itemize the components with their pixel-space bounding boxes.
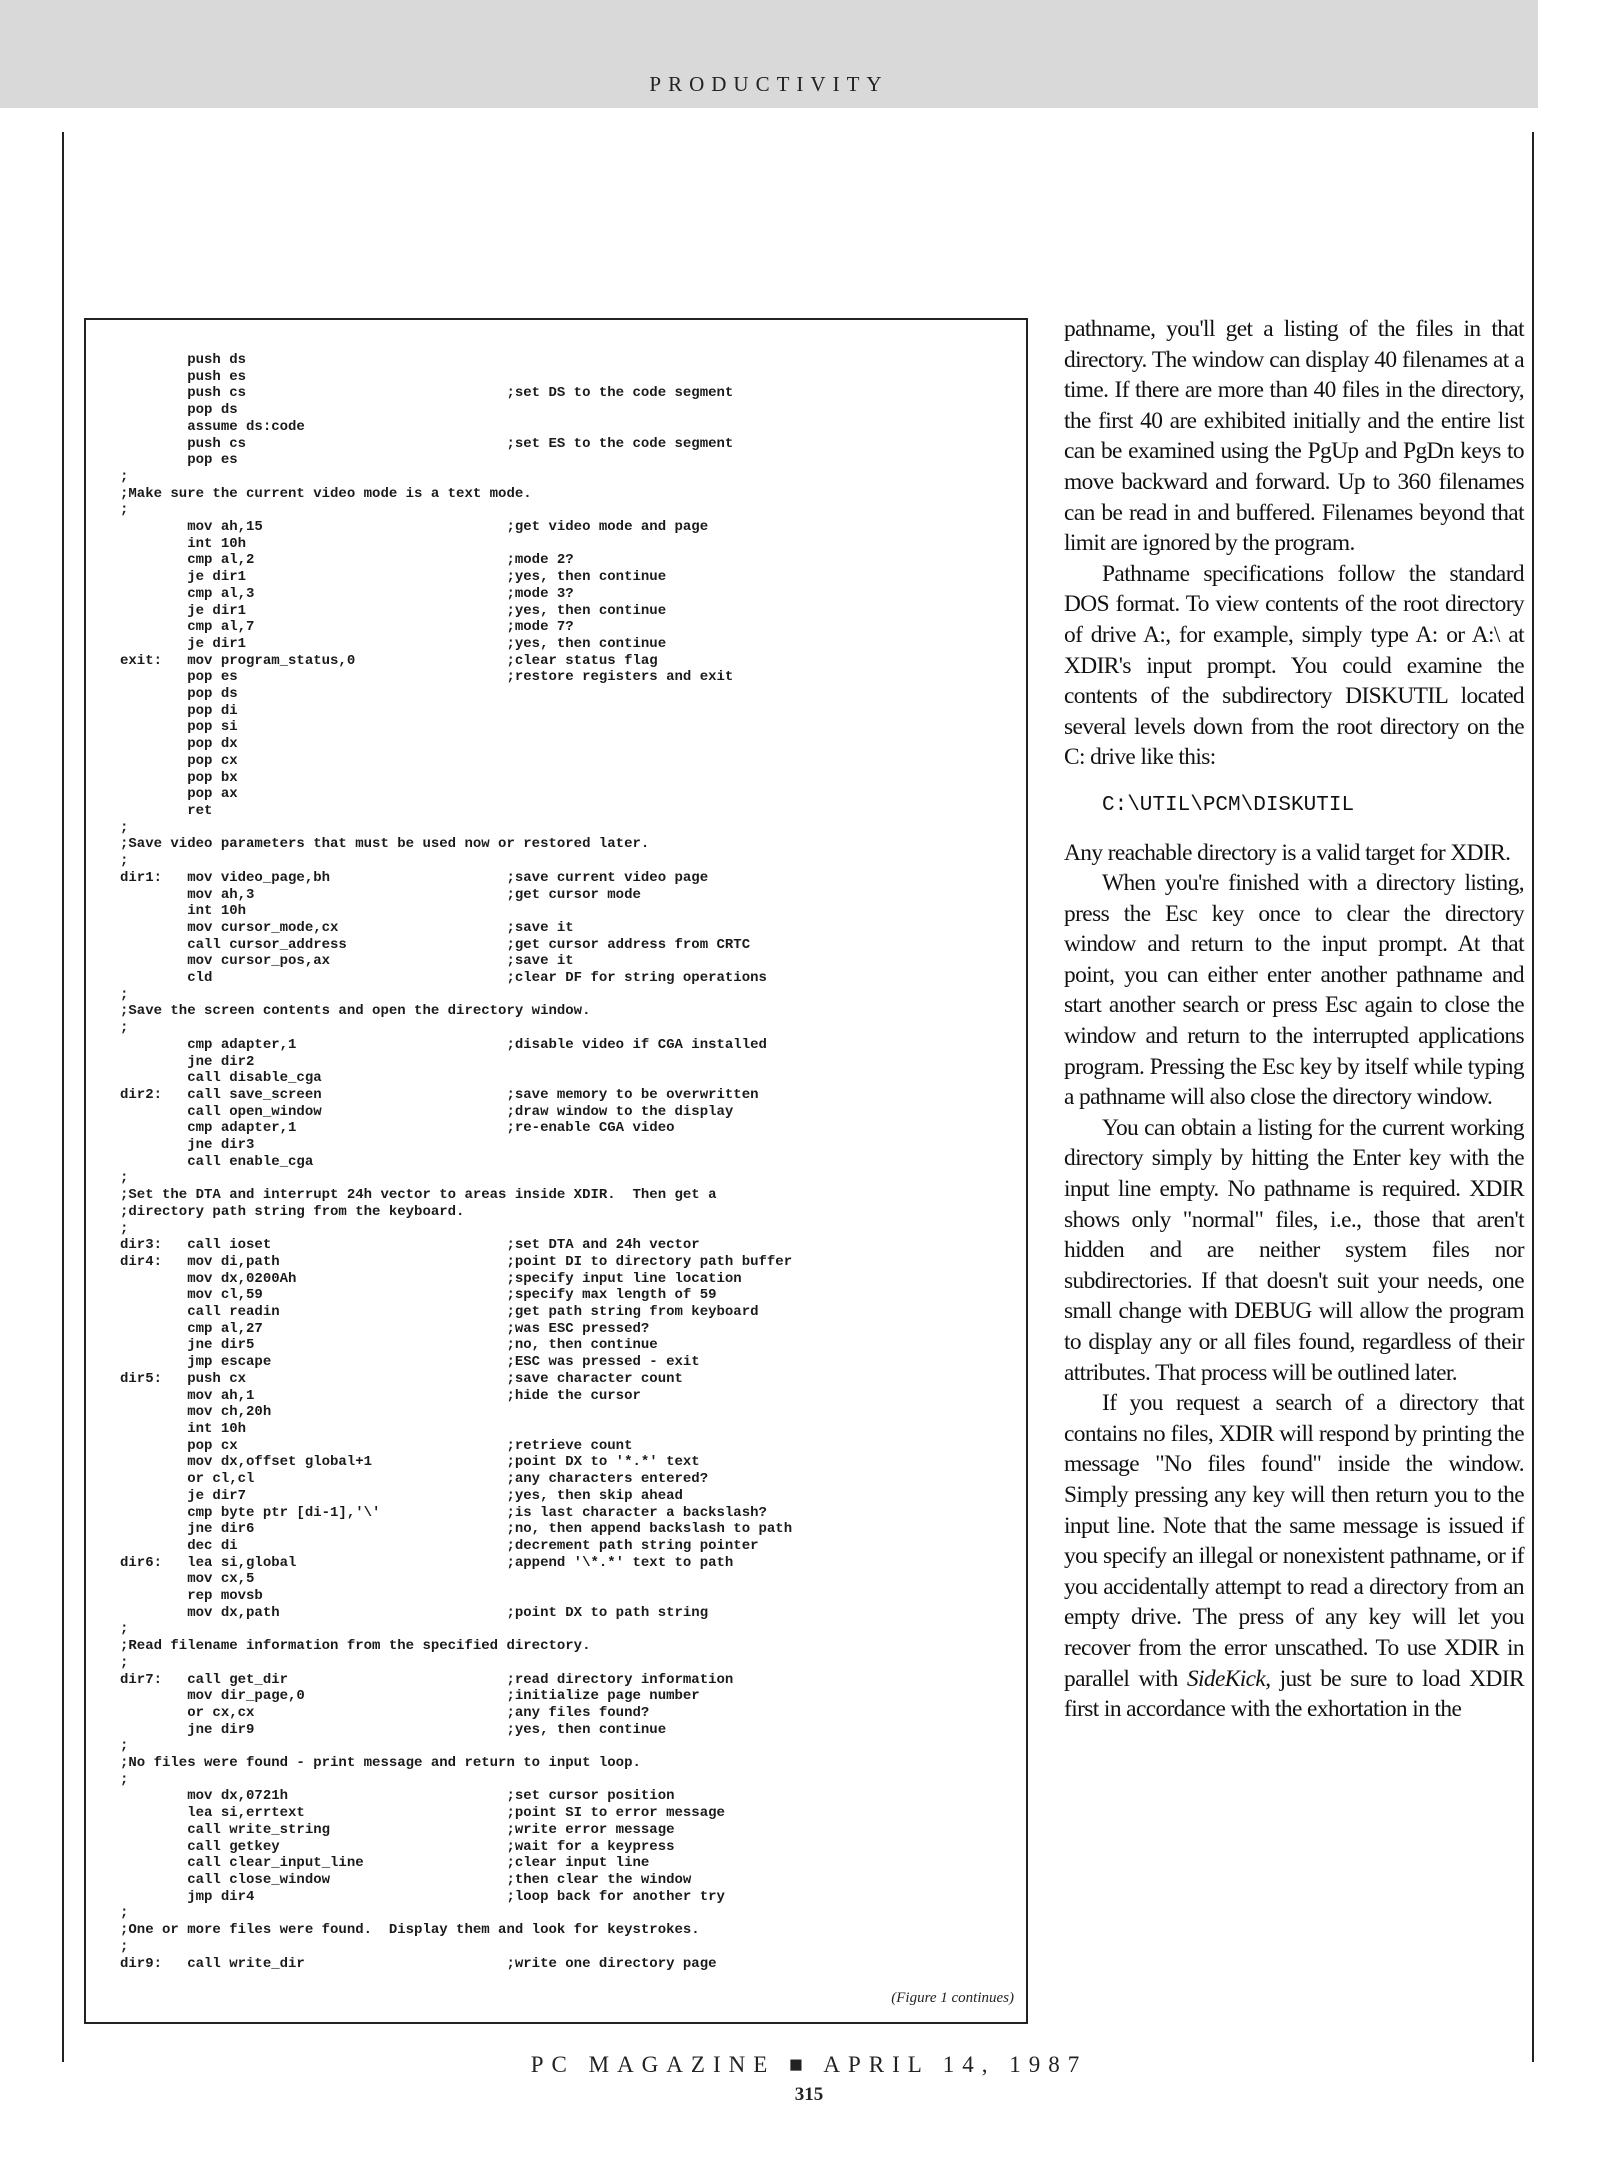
code-line: dir3: call ioset ;set DTA and 24h vector [120, 1237, 700, 1254]
code-line: lea si,errtext ;point SI to error message [120, 1805, 725, 1822]
code-line: pop es ;restore registers and exit [120, 669, 734, 686]
code-line: ; [120, 1738, 129, 1755]
code-line: pop si [120, 719, 238, 736]
code-line: pop es [120, 452, 238, 469]
code-line: ; [120, 986, 129, 1003]
code-line: dir9: call write_dir ;write one directory page [120, 1955, 717, 1972]
code-line: mov cursor_pos,ax ;save it [120, 953, 574, 970]
paragraph-6-text: If you request a search of a directory that contains no files, XDIR will respond by printing the message "No files found" inside the window. Simply pressing any key will then return you to the input line. Note that the same message is issued if you specify an illegal or nonexistent pathname, or if you accidentally attempt to read a directory from an empty drive. The press of any key will let you recover from the error unscathed. To use XDIR in parallel with [1064, 1390, 1524, 1692]
paragraph-6-end: , just be sure to load XDIR first in accordance with the exhortation in the [1064, 1665, 1525, 1723]
code-line: dir5: push cx ;save character count [120, 1370, 683, 1387]
paragraph-2: Pathname specifications follow the standard DOS format. To view contents of the root directory of drive A:, for example, simply type A: or A:\ at XDIR's input prompt. You could examine the contents of the subdirectory DISKUTIL located several levels down from the root directory on the C: drive like this: [1064, 560, 1524, 771]
figure-caption: (Figure 1 continues) [891, 1990, 1014, 2006]
code-line: ;Set the DTA and interrupt 24h vector to areas inside XDIR. Then get a [120, 1187, 717, 1204]
code-line: ; [120, 1220, 129, 1237]
code-line: ;One or more files were found. Display them and look for keystrokes. [120, 1922, 700, 1939]
code-line: mov ch,20h [120, 1404, 272, 1421]
code-line: mov cursor_mode,cx ;save it [120, 919, 574, 936]
code-line: ; [120, 1020, 129, 1037]
paragraph-4: When you're finished with a directory listing, press the Esc key once to clear the directory window and return to the input prompt. At that point, you can either enter another pathname and start another search or press Esc again to close the window and return to the interrupted applications program. Pressing the Esc key by itself while typing a pathname will also close the directory window. [1064, 870, 1524, 1111]
code-line: cmp al,7 ;mode 7? [120, 619, 574, 636]
code-line: mov dx,offset global+1 ;point DX to '*.*' text [120, 1454, 700, 1471]
code-line: ;directory path string from the keyboard. [120, 1203, 465, 1220]
code-line: call close_window ;then clear the window [120, 1871, 692, 1888]
footer-masthead: PC MAGAZINE ■ APRIL 14, 1987 [530, 2052, 1088, 2077]
code-line: ;No files were found - print message and return to input loop. [120, 1755, 641, 1772]
code-line: ;Read filename information from the specified directory. [120, 1638, 591, 1655]
code-line: dir6: lea si,global ;append '\*.*' text to path [120, 1554, 734, 1571]
code-line: mov ah,15 ;get video mode and page [120, 519, 709, 536]
code-line: int 10h [120, 1421, 247, 1437]
code-line: pop cx [120, 752, 238, 769]
code-line: jmp dir4 ;loop back for another try [120, 1888, 725, 1905]
code-line: cmp al,27 ;was ESC pressed? [120, 1320, 650, 1337]
code-line: jne dir9 ;yes, then continue [120, 1721, 667, 1738]
right-column-rule [1532, 132, 1534, 2062]
code-line: int 10h [120, 535, 247, 552]
code-line: call enable_cga [120, 1153, 314, 1170]
code-line: dec di ;decrement path string pointer [120, 1537, 759, 1554]
page-number: 315 [794, 2084, 824, 2105]
code-line: pop dx [120, 736, 238, 753]
code-line: or cl,cl ;any characters entered? [120, 1471, 709, 1488]
code-line: pop di [120, 702, 238, 719]
code-line: call open_window ;draw window to the display [120, 1103, 734, 1120]
code-line: call readin ;get path string from keyboard [120, 1304, 759, 1321]
code-line: mov dx,0721h ;set cursor position [120, 1788, 675, 1805]
code-line: cmp al,2 ;mode 2? [120, 552, 574, 569]
code-line: je dir7 ;yes, then skip ahead [120, 1487, 683, 1504]
code-line: ret [120, 802, 213, 819]
code-line: ; [120, 1654, 129, 1671]
code-line: assume ds:code [120, 418, 305, 435]
code-line: jne dir5 ;no, then continue [120, 1337, 658, 1354]
code-line: mov dx,path ;point DX to path string [120, 1604, 709, 1621]
code-line: ; [120, 1905, 129, 1922]
code-line: cmp adapter,1 ;disable video if CGA installed [120, 1036, 767, 1053]
code-line: mov dx,0200Ah ;specify input line location [120, 1270, 742, 1287]
code-line: jne dir2 [120, 1053, 255, 1070]
code-line: pop ds [120, 402, 238, 419]
code-line: pop cx ;retrieve count [120, 1437, 633, 1454]
code-line: jmp escape ;ESC was pressed - exit [120, 1354, 700, 1371]
code-line: jne dir6 ;no, then append backslash to path [120, 1521, 793, 1538]
code-line: call clear_input_line ;clear input line [120, 1855, 650, 1872]
code-line: cmp adapter,1 ;re-enable CGA video [120, 1120, 675, 1137]
code-line: cmp byte ptr [di-1],'\' ;is last character a backslash? [120, 1504, 767, 1521]
code-line: call cursor_address ;get cursor address from CRTC [120, 936, 751, 953]
code-line: call write_string ;write error message [120, 1821, 675, 1838]
code-line: ; [120, 819, 129, 836]
paragraph-3: Any reachable directory is a valid target for XDIR. [1064, 839, 1511, 866]
paragraph-1: pathname, you'll get a listing of the files in that directory. The window can display 40 filenames at a time. If there are more than 40 files in the directory, the first 40 are exhibited initially and the entire list can be examined using the PgUp and PgDn keys to move backward and forward. Up to 360 filenames can be read in and buffered. Filenames beyond that limit are ignored by the program. [1064, 316, 1524, 557]
section-label: PRODUCTIVITY [649, 72, 889, 96]
code-line: dir1: mov video_page,bh ;save current video page [120, 869, 709, 886]
code-listing [120, 352, 1010, 1972]
code-line: mov cx,5 [120, 1571, 255, 1588]
path-example: C:\UTIL\PCM\DISKUTIL [1102, 793, 1355, 817]
code-line: ;Save video parameters that must be used now or restored later. [120, 836, 650, 853]
code-line: call disable_cga [120, 1070, 322, 1087]
code-line: je dir1 ;yes, then continue [120, 602, 667, 619]
code-line: cmp al,3 ;mode 3? [120, 585, 574, 602]
code-line: push ds [120, 352, 247, 368]
code-line: mov dir_page,0 ;initialize page number [120, 1688, 700, 1705]
code-line: ; [120, 1771, 129, 1788]
code-line: ; [120, 1621, 129, 1638]
code-line: pop bx [120, 769, 238, 786]
code-line: call getkey ;wait for a keypress [120, 1838, 675, 1855]
code-line: push cs ;set ES to the code segment [120, 435, 734, 452]
code-line: pop ds [120, 686, 238, 703]
code-line: cld ;clear DF for string operations [120, 970, 767, 987]
paragraph-6 [1064, 1388, 1524, 1725]
code-line: mov ah,1 ;hide the cursor [120, 1387, 641, 1404]
code-line: je dir1 ;yes, then continue [120, 635, 667, 652]
code-line: dir2: call save_screen ;save memory to be overwritten [120, 1086, 759, 1103]
code-line: ;Save the screen contents and open the directory window. [120, 1003, 591, 1020]
code-line: dir7: call get_dir ;read directory information [120, 1671, 734, 1688]
code-line: jne dir3 [120, 1137, 255, 1154]
code-line: ; [120, 853, 129, 870]
code-line: ;Make sure the current video mode is a text mode. [120, 485, 532, 502]
code-line: mov ah,3 ;get cursor mode [120, 886, 641, 903]
code-line: rep movsb [120, 1588, 263, 1605]
code-line: pop ax [120, 786, 238, 803]
code-line: ; [120, 1938, 129, 1955]
code-line: exit: mov program_status,0 ;clear status flag [120, 652, 658, 669]
code-line: ; [120, 1170, 129, 1187]
article-column [1064, 314, 1524, 1725]
code-line: ; [120, 502, 129, 519]
code-line: je dir1 ;yes, then continue [120, 569, 667, 586]
code-line: ; [120, 468, 129, 485]
sidekick-title: SideKick [1186, 1665, 1266, 1692]
code-line: push cs ;set DS to the code segment [120, 385, 734, 402]
code-line: or cx,cx ;any files found? [120, 1704, 650, 1721]
code-line: mov cl,59 ;specify max length of 59 [120, 1287, 717, 1304]
paragraph-5: You can obtain a listing for the current working directory simply by hitting the Enter key with the input line empty. No pathname is required. XDIR shows only "normal" files, i.e., those that aren't hidden and are neither system files nor subdirectories. If that doesn't suit your needs, one small change with DEBUG will allow the program to display any or all files found, regardless of their attributes. That process will be outlined later. [1064, 1114, 1524, 1386]
code-line: dir4: mov di,path ;point DI to directory path buffer [120, 1253, 793, 1270]
code-line: push es [120, 368, 247, 385]
code-line: int 10h [120, 903, 247, 920]
left-column-rule [62, 132, 64, 2062]
